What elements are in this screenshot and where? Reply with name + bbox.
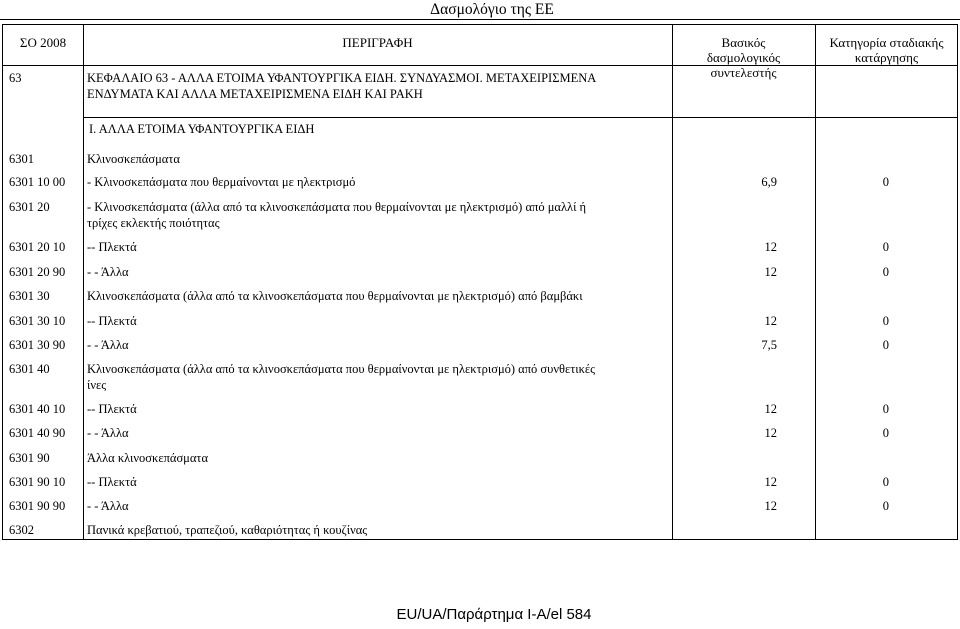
tariff-description: Πανικά κρεβατιού, τραπεζιού, καθαριότητας ή κουζίνας xyxy=(87,523,368,537)
staging-category: 0 xyxy=(882,314,889,328)
tariff-description: - - Άλλα xyxy=(87,499,129,513)
tariff-description: Κλινοσκεπάσματα (άλλα από τα κλινοσκεπάσματα που θερμαίνονται με ηλεκτρισμό) από βαμβάκι xyxy=(87,289,583,303)
tariff-description-continued: τρίχες εκλεκτής ποιότητας xyxy=(87,216,220,230)
tariff-description: Κλινοσκεπάσματα xyxy=(87,152,180,166)
staging-category: 0 xyxy=(882,426,889,440)
staging-category: 0 xyxy=(882,499,889,513)
tariff-description: - - Άλλα xyxy=(87,265,129,279)
base-rate: 7,5 xyxy=(761,338,777,352)
tariff-code: 6301 40 90 xyxy=(9,426,66,440)
tariff-description: - Κλινοσκεπάσματα (άλλα από τα κλινοσκεπάσματα που θερμαίνονται με ηλεκτρισμό) από μαλλί ή xyxy=(87,200,587,214)
tariff-description: - - Άλλα xyxy=(87,426,129,440)
column-divider xyxy=(672,25,673,539)
tariff-description: - - Άλλα xyxy=(87,338,129,352)
base-rate: 6,9 xyxy=(761,175,777,189)
tariff-code: 6301 90 90 xyxy=(9,499,66,513)
base-rate: 12 xyxy=(764,426,777,440)
staging-category: 0 xyxy=(882,338,889,352)
tariff-description: Άλλα κλινοσκεπάσματα xyxy=(87,451,209,465)
section-divider xyxy=(83,117,957,118)
header-staging-category: Κατηγορία σταδιακής κατάργησης xyxy=(829,35,944,65)
staging-category: 0 xyxy=(882,175,889,189)
tariff-description: ΚΕΦΑΛΑΙΟ 63 - ΑΛΛΑ ΕΤΟΙΜΑ ΥΦΑΝΤΟΥΡΓΙΚΑ ΕΙΔΗ. ΣΥΝΔΥΑΣΜΟΙ. ΜΕΤΑΧΕΙΡΙΣΜΕΝΑ xyxy=(87,71,597,85)
tariff-description-continued: ίνες xyxy=(87,378,107,392)
header-base-rate: Βασικός δασμολογικός συντελεστής xyxy=(706,35,781,80)
tariff-description: -- Πλεκτά xyxy=(87,402,137,416)
page-title: Δασμολόγιο της ΕΕ xyxy=(430,1,554,18)
staging-category: 0 xyxy=(882,240,889,254)
tariff-code: 6301 30 90 xyxy=(9,338,66,352)
tariff-description-continued: ΕΝΔΥΜΑΤΑ ΚΑΙ ΑΛΛΑ ΜΕΤΑΧΕΙΡΙΣΜΕΝΑ ΕΙΔΗ ΚΑΙ ΡΑΚΗ xyxy=(87,87,423,101)
page-footer: EU/UA/Παράρτημα I-A/el 584 xyxy=(396,606,592,623)
staging-category: 0 xyxy=(882,265,889,279)
base-rate: 12 xyxy=(764,402,777,416)
title-rule xyxy=(0,19,960,20)
header-description: ΠΕΡΙΓΡΑΦΗ xyxy=(342,35,413,50)
tariff-code: 6301 40 xyxy=(9,362,50,376)
staging-category: 0 xyxy=(882,475,889,489)
tariff-code: 6301 10 00 xyxy=(9,175,66,189)
tariff-code: 6301 40 10 xyxy=(9,402,66,416)
header-divider xyxy=(3,65,957,66)
tariff-description: -- Πλεκτά xyxy=(87,240,137,254)
tariff-description: -- Πλεκτά xyxy=(87,475,137,489)
tariff-table xyxy=(2,24,958,540)
header-code: ΣΟ 2008 xyxy=(19,35,67,50)
tariff-description: -- Πλεκτά xyxy=(87,314,137,328)
base-rate: 12 xyxy=(764,499,777,513)
base-rate: 12 xyxy=(764,265,777,279)
column-divider xyxy=(815,25,816,539)
base-rate: 12 xyxy=(764,240,777,254)
tariff-code: 63 xyxy=(9,71,22,85)
tariff-code: 6301 20 xyxy=(9,200,50,214)
tariff-code: 6301 xyxy=(9,152,34,166)
tariff-description: Ι. ΑΛΛΑ ΕΤΟΙΜΑ ΥΦΑΝΤΟΥΡΓΙΚΑ ΕΙΔΗ xyxy=(89,122,315,136)
tariff-code: 6301 20 10 xyxy=(9,240,66,254)
base-rate: 12 xyxy=(764,314,777,328)
tariff-code: 6301 20 90 xyxy=(9,265,66,279)
tariff-code: 6301 30 xyxy=(9,289,50,303)
tariff-code: 6302 xyxy=(9,523,34,537)
tariff-description: - Κλινοσκεπάσματα που θερμαίνονται με ηλεκτρισμό xyxy=(87,175,356,189)
base-rate: 12 xyxy=(764,475,777,489)
tariff-code: 6301 30 10 xyxy=(9,314,66,328)
tariff-code: 6301 90 10 xyxy=(9,475,66,489)
column-divider xyxy=(83,25,84,539)
staging-category: 0 xyxy=(882,402,889,416)
tariff-description: Κλινοσκεπάσματα (άλλα από τα κλινοσκεπάσματα που θερμαίνονται με ηλεκτρισμό) από συνθετικές xyxy=(87,362,596,376)
tariff-code: 6301 90 xyxy=(9,451,50,465)
